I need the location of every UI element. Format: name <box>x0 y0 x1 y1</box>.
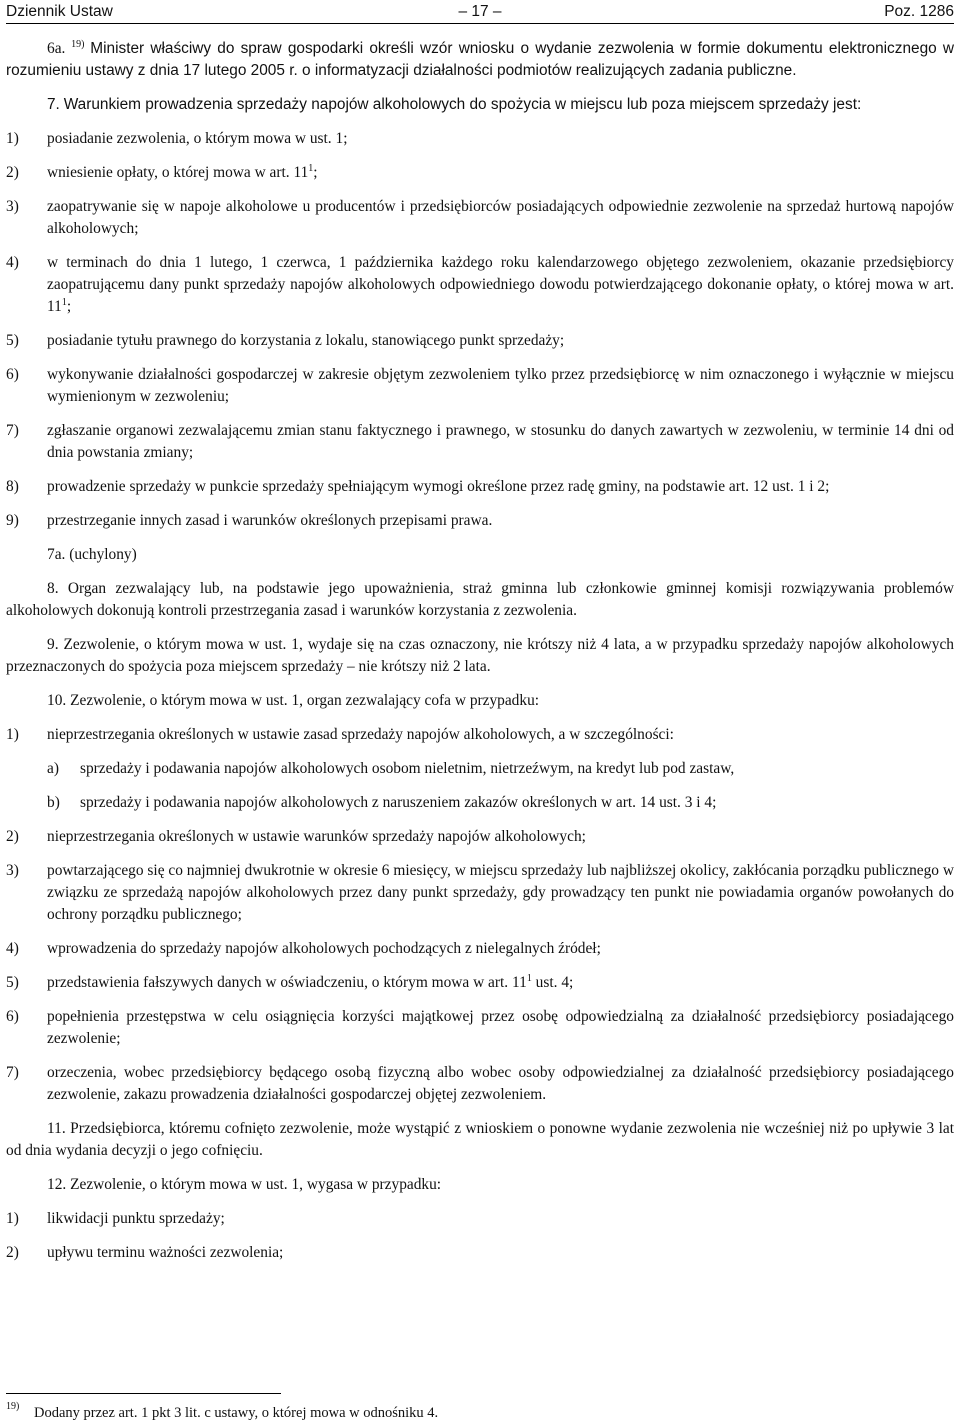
item-text: nieprzestrzegania określonych w ustawie zasad sprzedaży napojów alkoholowych, a w szczególności: <box>47 726 674 743</box>
item-text: popełnienia przestępstwa w celu osiągnięcia korzyści majątkowej przez osobę odpowiedzialną za działalność przedsiębiorcy posiadającego zezwolenie; <box>47 1008 954 1047</box>
page-header <box>6 1 954 24</box>
item-text: sprzedaży i podawania napojów alkoholowych z naruszeniem zakazów określonych w art. 14 ust. 3 i 4; <box>80 794 717 811</box>
document-body <box>6 38 954 1264</box>
footnote-mark: 19) <box>6 1401 20 1412</box>
paragraph-8: 8. Organ zezwalający lub, na podstawie jego upoważnienia, straż gminna lub członkowie gminnej komisji rozwiązywania problemów alkoholowych dokonują kontroli przestrzegania zasad i warunków korzystania z zezwolenia. <box>6 580 954 619</box>
list-item <box>6 128 954 150</box>
list-item <box>6 476 954 498</box>
item-number: 7) <box>6 1064 19 1081</box>
list-item <box>6 938 954 960</box>
list-item <box>6 826 954 848</box>
item-letter: b) <box>47 794 60 811</box>
item-text: wprowadzenia do sprzedaży napojów alkoholowych pochodzących z nielegalnych źródeł; <box>47 940 601 957</box>
list-item <box>6 1062 954 1106</box>
list-item <box>6 1208 954 1230</box>
position-number: Poz. 1286 <box>884 3 954 20</box>
paragraph-10-lead: 10. Zezwolenie, o którym mowa w ust. 1, organ zezwalający cofa w przypadku: <box>47 692 540 709</box>
footnote-divider <box>6 1393 281 1394</box>
item-number: 1) <box>6 1210 19 1227</box>
item-number: 6) <box>6 366 19 383</box>
item-text: przestrzeganie innych zasad i warunków określonych przepisami prawa. <box>47 512 493 529</box>
list-item <box>6 420 954 464</box>
paragraph-6a <box>6 38 954 82</box>
item-text: upływu terminu ważności zezwolenia; <box>47 1244 284 1261</box>
paragraph-12-lead: 12. Zezwolenie, o którym mowa w ust. 1, wygasa w przypadku: <box>47 1176 442 1193</box>
paragraph-11: 11. Przedsiębiorca, któremu cofnięto zezwolenie, może wystąpić z wnioskiem o ponowne wydanie zezwolenia nie wcześniej niż po upływie 3 lat od dnia wydania decyzji o jego cofnięciu. <box>6 1120 954 1159</box>
footnote-reference: 19) <box>71 39 85 50</box>
paragraph-10-list <box>6 724 954 1106</box>
list-item <box>6 1242 954 1264</box>
item-text: w terminach do dnia 1 lutego, 1 czerwca, 1 października każdego roku kalendarzowego objętego zezwoleniem, okazanie przedsiębiorcy zaopatrującemu dany punkt sprzedaży napojów alkoholowych odpowiedniego dowodu potwierdzającego dokonanie opłaty, o której mowa w art. $11^1$; <box>47 254 954 315</box>
item-text: zaopatrywanie się w napoje alkoholowe u producentów i przedsiębiorców posiadających odpowiednie zezwolenie na sprzedaż hurtową napojów alkoholowych; <box>47 198 954 237</box>
paragraph-text: Minister właściwy do spraw gospodarki określi wzór wniosku o wydanie zezwolenia w formie dokumentu elektronicznego w rozumieniu ustawy z dnia 17 lutego 2005 r. o informatyzacji działalności podmiotów realizujących zadania publiczne. <box>6 40 954 79</box>
paragraph-text: Warunkiem prowadzenia sprzedaży napojów alkoholowych do spożycia w miejscu lub poza miejscem sprzedaży jest: <box>63 96 862 113</box>
item-text: orzeczenia, wobec przedsiębiorcy będącego osobą fizyczną albo wobec osoby odpowiedzialnej za działalność przedsiębiorcy posiadającego zezwolenie, zakazu prowadzenia działalności gospodarczej objętej zezwoleniem. <box>47 1064 954 1103</box>
item-text: posiadanie tytułu prawnego do korzystania z lokalu, stanowiącego punkt sprzedaży; <box>47 332 565 349</box>
document-page <box>6 0 954 1421</box>
item-number: 4) <box>6 940 19 957</box>
item-letter: a) <box>47 760 59 777</box>
item-text: wykonywanie działalności gospodarczej w zakresie objętym zezwoleniem tylko przez przedsiębiorcę w nim oznaczonego i wyłącznie w miejscu wymienionym w zezwoleniu; <box>47 366 954 405</box>
list-item <box>6 364 954 408</box>
item-number: 1) <box>6 130 19 147</box>
list-item <box>6 196 954 240</box>
item-text: likwidacji punktu sprzedaży; <box>47 1210 225 1227</box>
journal-title: Dziennik Ustaw <box>6 3 113 20</box>
item-number: 6) <box>6 1008 19 1025</box>
item-text: nieprzestrzegania określonych w ustawie warunków sprzedaży napojów alkoholowych; <box>47 828 586 845</box>
sub-list-item <box>6 792 954 814</box>
list-item <box>6 330 954 352</box>
page-number: – 17 – <box>458 3 502 20</box>
item-number: 3) <box>6 198 19 215</box>
item-number: 1) <box>6 726 19 743</box>
item-number: 2) <box>6 1244 19 1261</box>
list-item <box>6 724 954 746</box>
item-number: 5) <box>6 974 19 991</box>
list-item <box>6 860 954 926</box>
list-item <box>6 972 954 994</box>
sub-list-item <box>6 758 954 780</box>
item-number: 4) <box>6 254 19 271</box>
item-text: sprzedaży i podawania napojów alkoholowych osobom nieletnim, nietrzeźwym, na kredyt lub pod zastaw, <box>80 760 735 777</box>
footnote-text: Dodany przez art. 1 pkt 3 lit. c ustawy, o której mowa w odnośniku 4. <box>34 1405 439 1421</box>
list-item <box>6 252 954 318</box>
item-number: 8) <box>6 478 19 495</box>
item-number: 2) <box>6 828 19 845</box>
list-item <box>6 1006 954 1050</box>
list-item <box>6 510 954 532</box>
paragraph-12-list <box>6 1208 954 1264</box>
item-number: 3) <box>6 862 19 879</box>
paragraph-7-list <box>6 128 954 532</box>
paragraph-label: 6a. <box>47 40 66 57</box>
paragraph-7a: 7a. (uchylony) <box>47 546 137 563</box>
item-number: 7) <box>6 422 19 439</box>
item-text: przedstawienia fałszywych danych w oświadczeniu, o którym mowa w art. $11^1$ ust. 4; <box>47 973 574 991</box>
paragraph-label: 7. <box>47 96 60 113</box>
item-text: zgłaszanie organowi zezwalającemu zmian stanu faktycznego i prawnego, w stosunku do danych zawartych w zezwoleniu, w terminie 14 dni od dnia powstania zmiany; <box>47 422 954 461</box>
item-number: 5) <box>6 332 19 349</box>
item-text: prowadzenie sprzedaży w punkcie sprzedaży spełniającym wymogi określone przez radę gminy, na podstawie art. 12 ust. 1 i 2; <box>47 478 830 495</box>
item-number: 2) <box>6 164 19 181</box>
paragraph-9: 9. Zezwolenie, o którym mowa w ust. 1, wydaje się na czas oznaczony, nie krótszy niż 4 lata, a w przypadku sprzedaży napojów alkoholowych przeznaczonych do spożycia poza miejscem sprzedaży – nie krótszy niż 2 lata. <box>6 636 954 675</box>
paragraph-7-lead <box>6 94 954 116</box>
item-number: 9) <box>6 512 19 529</box>
item-text: wniesienie opłaty, o której mowa w art. $11^1$; <box>47 163 318 181</box>
item-text: powtarzającego się co najmniej dwukrotnie w okresie 6 miesięcy, w miejscu sprzedaży lub najbliższej okolicy, zakłócania porządku publicznego w związku ze sprzedażą napojów alkoholowych przez dany punkt sprzedaży, gdy prowadzący ten punkt nie powiadamia organów powołanych do ochrony porządku publicznego; <box>47 862 954 923</box>
list-item <box>6 162 954 184</box>
item-text: posiadanie zezwolenia, o którym mowa w ust. 1; <box>47 130 348 147</box>
footnote <box>6 1402 438 1424</box>
